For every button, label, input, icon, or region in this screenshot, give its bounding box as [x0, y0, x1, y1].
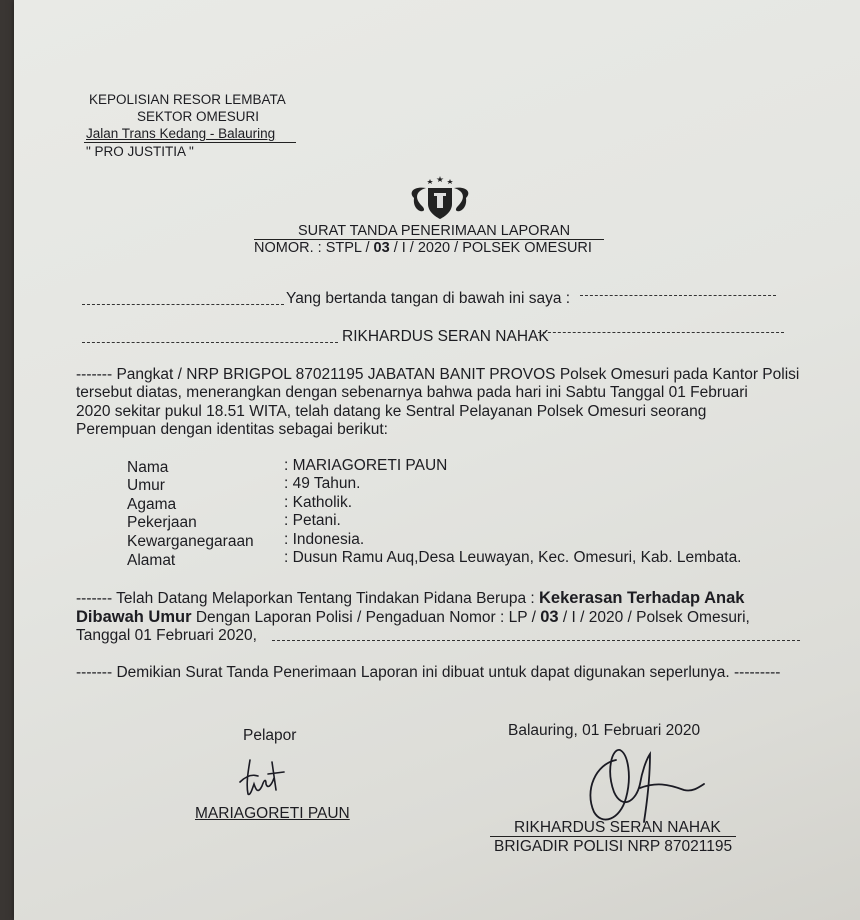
paragraph2-line-1	[76, 589, 744, 608]
identity-value: : MARIAGORETI PAUN	[284, 457, 448, 474]
header-line-1: KEPOLISIAN RESOR LEMBATA	[89, 92, 286, 107]
document-title: SURAT TANDA PENERIMAAN LAPORAN	[298, 223, 571, 239]
identity-label: Nama	[127, 459, 169, 476]
police-emblem-icon	[400, 174, 480, 222]
identity-value: : Indonesia.	[284, 531, 365, 548]
signature-underline	[490, 836, 736, 837]
identity-label: Pekerjaan	[127, 514, 197, 531]
header-line-4: " PRO JUSTITIA "	[86, 144, 194, 159]
reporter-role: Pelapor	[243, 727, 297, 744]
identity-value: : Dusun Ramu Auq,Desa Leuwayan, Kec. Omesuri, Kab. Lembata.	[284, 549, 742, 566]
offense-text: Kekerasan Terhadap Anak	[539, 589, 745, 607]
paragraph1-line-1	[76, 366, 799, 384]
paragraph1-line-3: 2020 sekitar pukul 18.51 WITA, telah datang ke Sentral Pelayanan Polsek Omesuri seorang	[76, 403, 707, 420]
paragraph1-line-2: tersebut diatas, menerangkan dengan sebenarnya bahwa pada hari ini Sabtu Tanggal 01 Februari	[76, 384, 748, 401]
document-page	[14, 0, 860, 920]
header-line-3: Jalan Trans Kedang - Balauring	[86, 126, 276, 141]
header-line-2: SEKTOR OMESURI	[137, 109, 260, 124]
dash-rule	[538, 332, 784, 333]
dash-rule	[82, 304, 284, 305]
undersigned-text: Yang bertanda tangan di bawah ini saya :	[286, 290, 571, 307]
closing-line	[76, 664, 780, 682]
identity-value: : Petani.	[284, 512, 341, 529]
paragraph2-text-1: Telah Datang Melaporkan Tentang Tindakan Pidana Berupa :	[116, 590, 535, 607]
dash-rule	[272, 640, 800, 641]
identity-label: Alamat	[127, 552, 176, 569]
document-number	[254, 240, 592, 256]
officer-signature	[576, 740, 716, 830]
identity-value: : 49 Tahun.	[284, 475, 361, 492]
paragraph2-line-2	[76, 608, 750, 627]
closing-dash-end: ---------	[734, 664, 781, 681]
identity-label: Kewarganegaraan	[127, 533, 254, 550]
identity-label: Agama	[127, 496, 177, 513]
place-date: Balauring, 01 Februari 2020	[508, 722, 701, 739]
closing-text: Demikian Surat Tanda Penerimaan Laporan ini dibuat untuk dapat digunakan seperlunya.	[116, 664, 730, 681]
paragraph1-text-1: Pangkat / NRP BRIGPOL 87021195 JABATAN BANIT PROVOS Polsek Omesuri pada Kantor Polisi	[116, 366, 800, 383]
offense-text-cont: Dibawah Umur	[76, 608, 192, 626]
paragraph2-line-3: Tanggal 01 Februari 2020,	[76, 627, 257, 644]
number-suffix: / I / 2020 / POLSEK OMESURI	[393, 240, 592, 256]
report-number: 03	[540, 608, 559, 626]
reporter-signature	[232, 750, 302, 800]
closing-dash-start: -------	[76, 664, 113, 681]
report-ref-text: Dengan Laporan Polisi / Pengaduan Nomor : LP /	[195, 609, 536, 626]
number-prefix: NOMOR. : STPL /	[254, 240, 370, 256]
dash-rule	[82, 342, 338, 343]
header-underline	[84, 142, 296, 143]
identity-label: Umur	[127, 477, 165, 494]
number-value: 03	[373, 240, 390, 256]
reporter-name: MARIAGORETI PAUN	[195, 805, 350, 822]
paragraph1-line-4: Perempuan dengan identitas sebagai berikut:	[76, 421, 388, 438]
paragraph2-dash: -------	[76, 590, 113, 607]
officer-signature-name: RIKHARDUS SERAN NAHAK	[514, 819, 721, 836]
identity-value: : Katholik.	[284, 494, 353, 511]
dash-rule	[580, 295, 776, 296]
officer-rank: BRIGADIR POLISI NRP 87021195	[494, 838, 733, 855]
officer-name: RIKHARDUS SERAN NAHAK	[342, 328, 549, 345]
report-ref-text-2: / I / 2020 / Polsek Omesuri,	[562, 609, 750, 626]
paragraph1-dash: -------	[76, 366, 113, 383]
